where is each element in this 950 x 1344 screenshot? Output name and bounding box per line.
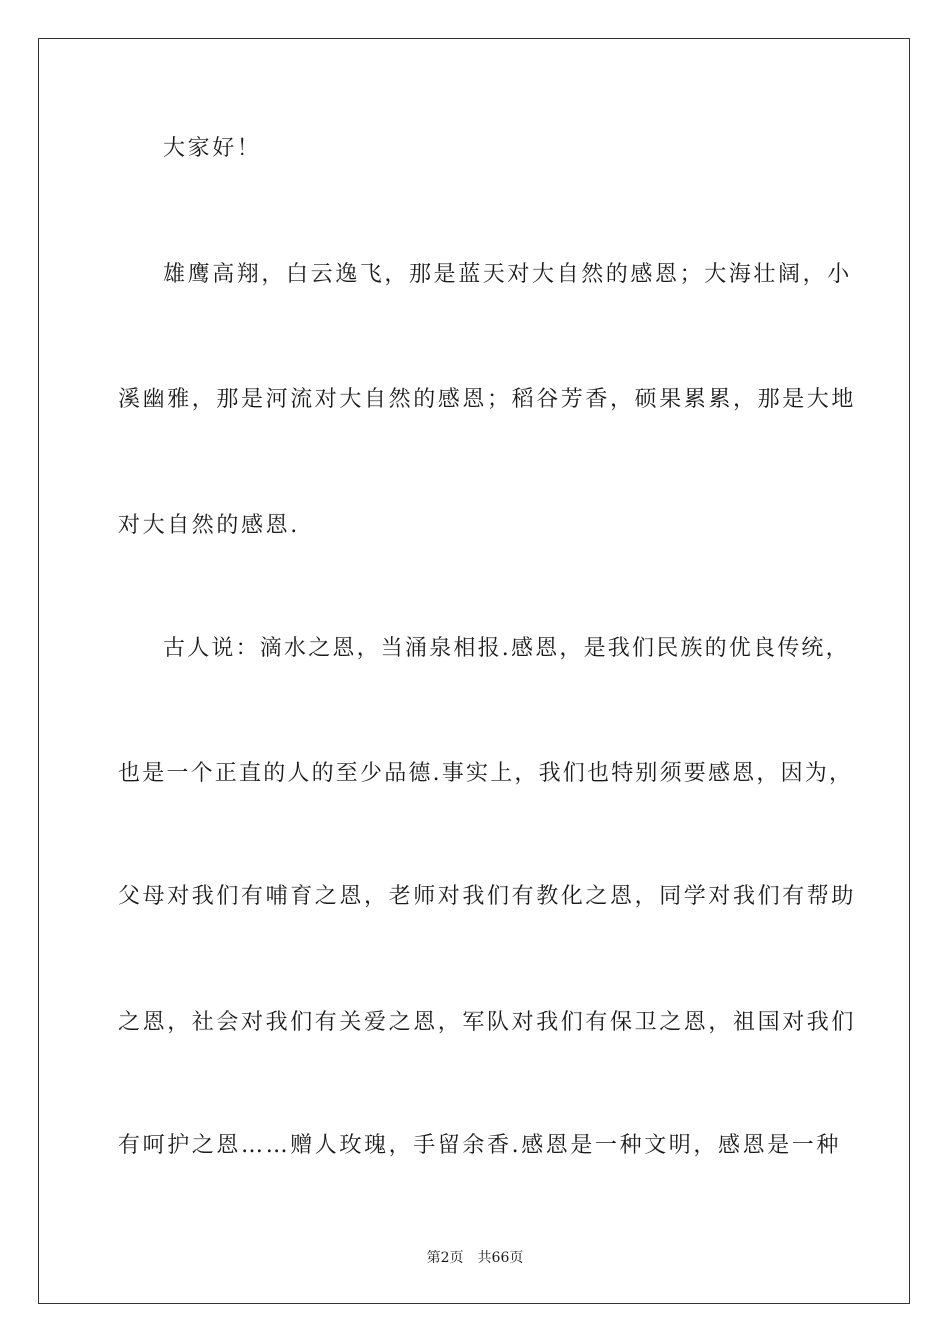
- paragraph-1-line-2: 溪幽雅，那是河流对大自然的感恩；稻谷芳香，硕果累累，那是大地: [118, 387, 857, 412]
- paragraph-2-line-2: 也是一个正直的人的至少品德.事实上，我们也特别须要感恩，因为，: [118, 761, 854, 786]
- page-number: 第2页: [426, 1250, 464, 1266]
- paragraph-2-line-5: 有呵护之恩……赠人玫瑰，手留余香.感恩是一种文明，感恩是一种: [118, 1133, 841, 1158]
- total-pages: 共66页: [477, 1250, 524, 1266]
- paragraph-2-line-1: 古人说：滴水之恩，当涌泉相报.感恩，是我们民族的优良传统，: [163, 636, 850, 661]
- greeting-line: 大家好！: [163, 136, 262, 161]
- paragraph-1-line-3: 对大自然的感恩.: [118, 513, 300, 538]
- paragraph-2-line-3: 父母对我们有哺育之恩，老师对我们有教化之恩，同学对我们有帮助: [118, 884, 857, 909]
- page-footer: [0, 1248, 950, 1268]
- paragraph-1-line-1: 雄鹰高翔，白云逸飞，那是蓝天对大自然的感恩；大海壮阔，小: [163, 262, 852, 287]
- paragraph-2-line-4: 之恩，社会对我们有关爱之恩，军队对我们有保卫之恩，祖国对我们: [118, 1010, 857, 1035]
- page-border: [38, 38, 910, 1304]
